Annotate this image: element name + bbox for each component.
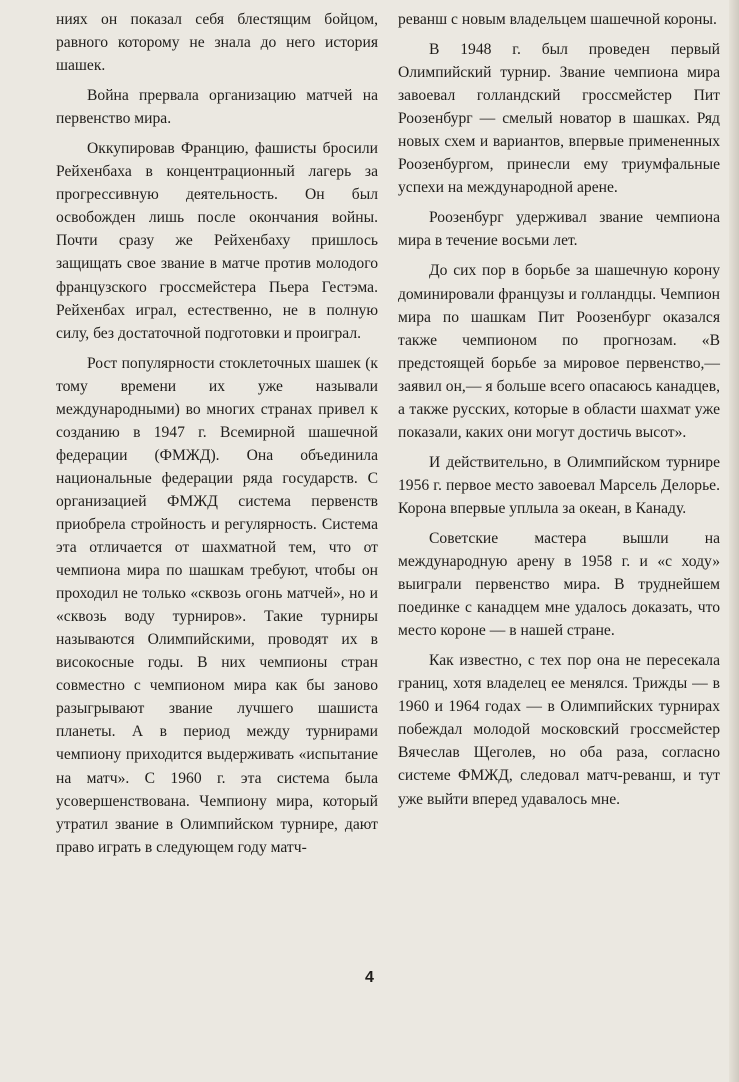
paragraph: Советские мастера вышли на международную арену в 1958 г. и «с ходу» выиграли первенство мира. В труднейшем поединке с канадцем мне удалось доказать, что место короне — в нашей стране.: [398, 529, 720, 640]
paragraph: ниях он показал себя блестящим бойцом, равного которому не знала до него история шашек.: [56, 11, 378, 75]
paragraph: До сих пор в борьбе за шашечную корону доминировали французы и голландцы. Чемпион мира по шашкам Пит Роозенбург оказался также чемпионом по прогнозам. «В предстоящей борьбе за мировое первенство,— заявил он,— я больше всего опасаюсь канадцев, а также русских, которые в области шахмат уже показали, каких они могут достичь высот».: [398, 262, 720, 441]
paragraph: Война прервала организацию матчей на первенство мира.: [56, 87, 378, 128]
page-edge-shadow: [729, 0, 739, 1082]
paragraph: Оккупировав Францию, фашисты бросили Рейхенбаха в концентрационный лагерь за прогрессивную деятельность. Он был освобожден лишь после окончания войны. Почти сразу же Рейхенбаху пришлось защищать свое звание в матче против молодого французского гроссмейстера Пьера Гестэма. Рейхенбах играл, естественно, не в полную силу, без достаточной подготовки и проиграл.: [56, 140, 378, 342]
paragraph: И действительно, в Олимпийском турнире 1956 г. первое место завоевал Марсель Делорье. Корона впервые уплыла за океан, в Канаду.: [398, 453, 720, 517]
paragraph: реванш с новым владельцем шашечной короны.: [398, 11, 717, 28]
left-text-column: [56, 8, 378, 866]
page-number: 4: [365, 969, 374, 986]
paragraph: В 1948 г. был проведен первый Олимпийский турнир. Звание чемпиона мира завоевал голландский гроссмейстер Пит Роозенбург — смелый новатор в шашках. Ряд новых схем и вариантов, впервые примененных Роозенбургом, принесли ему триумфальные успехи на международной арене.: [398, 41, 720, 197]
paragraph: Как известно, с тех пор она не пересекала границ, хотя владелец ее менялся. Трижды — в 1960 и 1964 годах — в Олимпийских турнирах побеждал молодой московский гроссмейстер Вячеслав Щеголев, но оба раза, согласно системе ФМЖД, следовал матч-реванш, и тут уже выйти вперед удавалось мне.: [398, 652, 720, 808]
paragraph: Роозенбург удерживал звание чемпиона мира в течение восьми лет.: [398, 209, 720, 250]
paragraph: Рост популярности стоклеточных шашек (к тому времени их уже называли международными) во многих странах привел к созданию в 1947 г. Всемирной шашечной федерации (ФМЖД). Она объединила национальные федерации ряда государств. С организацией ФМЖД система первенств приобрела стройность и регулярность. Система эта отличается от шахматной тем, что от чемпиона мира по шашкам требуют, чтобы он проходил не только «сквозь огонь матчей», но и «сквозь воду турниров». Такие турниры называются Олимпийскими, проводят их в високосные годы. В них чемпионы стран совместно с чемпионом мира как бы заново разыгрывают звание лучшего шашиста планеты. А в период между турнирами чемпиону приходится выдерживать «испытание на матч». С 1960 г. эта система была усовершенствована. Чемпиону мира, который утратил звание в Олимпийском турнире, дают право играть в следующем году матч-: [56, 354, 378, 856]
right-text-column: [398, 8, 720, 818]
